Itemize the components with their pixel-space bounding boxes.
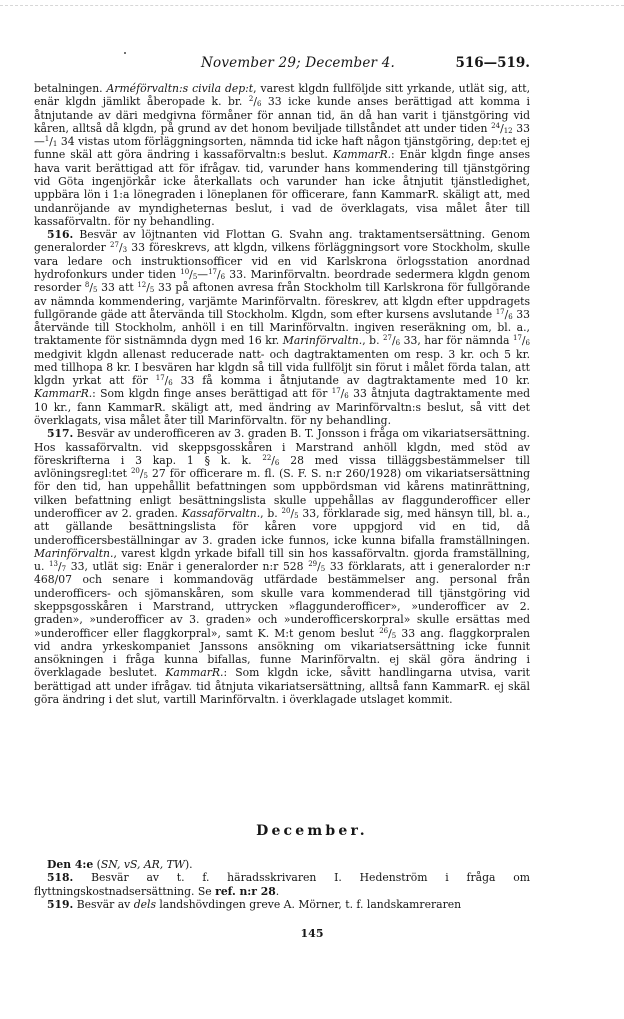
- paragraph: [34, 82, 530, 228]
- text-run: /: [89, 281, 93, 295]
- italic-run: Marinförvaltn.: [282, 334, 363, 348]
- fraction-part: 6: [344, 392, 349, 401]
- text-run: /: [340, 387, 345, 401]
- fraction-part: 6: [220, 272, 226, 281]
- bold-run: 518.: [47, 871, 74, 885]
- text-run: 33—: [34, 121, 530, 149]
- italic-run: Marinförvaltn.: [34, 546, 114, 560]
- fraction-part: 6: [274, 458, 280, 467]
- bold-run: Den 4:e: [47, 858, 94, 871]
- text-run: , varest klgdn yrkade bifall till sin hos kassaförvaltn. gjorda framställning, u.: [34, 546, 530, 574]
- fraction-part: 6: [525, 339, 531, 348]
- italic-run: KammarR.: [332, 148, 392, 162]
- text-run: /: [253, 95, 257, 109]
- fraction-part: 5: [294, 512, 299, 520]
- fraction-part: 5: [320, 565, 326, 574]
- text-run: : Som klgdn finge anses berättigad att för: [92, 387, 332, 401]
- text-run: ).: [184, 858, 193, 871]
- italic-run: SN, vS, AR, TW: [100, 858, 185, 871]
- fraction-part: 7: [61, 565, 67, 574]
- paragraph: [34, 228, 530, 427]
- bold-run: 516.: [47, 228, 74, 242]
- text-run: (: [93, 858, 101, 871]
- text-run: , b.: [362, 334, 384, 348]
- text-run: medgivit klgdn allenast reducerade natt- och dagtraktamenten om resp. 3 kr. och 5 kr. med tillhopa 8 kr. I besvären har klgdn så till vida fullföljt sin förut i målet förda talan, att klgdn yrkat att för: [34, 347, 530, 388]
- text-run: 33. Marinförvaltn. beordrade sedermera klgdn genom resorder: [34, 267, 530, 295]
- text-run: 33 förklarats, att i generalorder n:r 468/07 och senare i kommandoväg utfärdade bestämmelser ang. personal från underofficers- och sjömanskåren, som skulle vara kommenderad till tjänstgöring vid skeppsgosskåren i Marstrand, uttrycken »flaggunderofficer», »underofficer av 2. graden», »underofficer av 3. graden» och »underofficerskorpral» skulle ersättas med »underofficer eller flaggkorpral», samt K. M:t genom beslut: [34, 560, 530, 640]
- text-run: betalningen.: [34, 82, 107, 95]
- main-text: [34, 82, 530, 706]
- text-run: /: [521, 334, 526, 348]
- fraction-part: 12: [503, 126, 513, 135]
- fraction-part: 6: [256, 100, 262, 109]
- text-run: /: [271, 453, 275, 467]
- text-run: /: [317, 560, 321, 574]
- fraction-part: 1: [44, 135, 50, 144]
- fraction-part: 17: [512, 334, 522, 343]
- running-header-title: November 29; December 4.: [201, 55, 395, 71]
- text-run: Besvär av t. f. häradsskrivaren I. Hedenström i fråga om flyttningskostnadsersättning. Se: [34, 871, 530, 898]
- text-run: /: [217, 267, 221, 281]
- text-run: , b.: [260, 507, 282, 520]
- page-number: 145: [300, 927, 324, 940]
- fraction-part: 26: [379, 626, 389, 635]
- section-heading: December.: [256, 823, 368, 839]
- text-run: /: [504, 307, 509, 321]
- italic-run: KammarR.: [165, 666, 224, 680]
- fraction-part: 2: [248, 95, 254, 104]
- text-run: /: [146, 281, 150, 295]
- fraction-part: 17: [208, 267, 217, 276]
- scan-edge: [0, 5, 624, 6]
- text-run: 33, utlät sig: Enär i generalorder n:r 528: [66, 560, 309, 574]
- fraction-part: 12: [137, 281, 147, 290]
- italic-run: Kassaförvaltn.: [181, 507, 261, 520]
- fraction-part: 5: [143, 472, 148, 481]
- fraction-part: 20: [130, 467, 140, 476]
- text-run: /: [388, 626, 392, 640]
- text-run: /: [57, 560, 62, 574]
- text-run: : Som klgdn icke, såvitt handlingarna utvisa, varit berättigad att under ifrågav. tid åtnjuta vikariatsersättning, alltså fann KammarR. ej skäl göra ändring i det slut, vartill Marinförvaltn. i överklagade utslaget kommit.: [34, 666, 530, 706]
- fraction-part: 6: [508, 312, 513, 321]
- text-run: : Enär klgdn finge anses hava varit berättigad att för ifrågav. tid, varunder hans kommendering till tjänstgöring vid Göta ingenjörkår icke återkallats och varunder han icke åtnjutit tjänstledighet, uppbära lön i 1:a lönegraden i löneplanen för officerare, fann KammarR. skäligt att, med undanröjande av myndigheternas beslut, i vad de överklagats, visa målet åter till kassaförvaltn. för ny behandling.: [34, 148, 531, 228]
- fraction-part: 17: [495, 307, 505, 316]
- bold-run: ref. n:r 28: [215, 884, 276, 898]
- fraction-part: 27: [383, 334, 392, 343]
- text-run: landshövdingen greve A. Mörner, t. f. landskamreraren: [156, 897, 462, 911]
- text-run: /: [164, 374, 169, 388]
- fraction-part: 17: [331, 387, 341, 396]
- text-run: /: [391, 334, 396, 348]
- text-run: /: [500, 121, 504, 135]
- fraction-part: 5: [149, 286, 155, 295]
- fraction-part: 20: [281, 507, 291, 515]
- text-run: .: [275, 884, 280, 898]
- bold-run: 517.: [47, 427, 74, 441]
- fraction-part: 29: [308, 560, 318, 569]
- text-run: Besvär av: [73, 897, 134, 911]
- italic-run: dels: [133, 897, 156, 911]
- fraction-part: 6: [395, 339, 401, 348]
- text-run: 33 icke kunde anses berättigad att komma i åtnjutande av däri medgivna förmåner för annan tid, än då han varit i tjänstgöring vid kåren, alltså då klgdn, på grund av det honom beviljade tillståndet att under tiden: [34, 95, 530, 135]
- text-run: /: [139, 467, 144, 481]
- fraction-part: 10: [180, 267, 190, 276]
- text-run: 33, förklarade sig, med hänsyn till, bl. a., att gällande besättningslista för kåren vore uppgjord vid en tid, då underofficersbeställningar av 3. graden icke funnos, icke kunna bifalla framställningen.: [34, 507, 531, 547]
- text-run: 33 att: [97, 281, 138, 295]
- text-run: 33, har för nämnda: [400, 334, 513, 348]
- fraction-part: 6: [168, 379, 173, 388]
- fraction-part: 8: [84, 281, 90, 290]
- fraction-part: 27: [110, 241, 119, 250]
- text-run: 28 med vissa tilläggsbestämmelser till avlöningsregl:tet: [34, 453, 531, 481]
- text-run: 33 åtnjuta dagtraktamente med 10 kr., fann KammarR. skäligt att, med ändring av Marinförvaltn:s beslut, så vitt det överklagats, visa målet åter till Marinförvaltn. för ny behandling.: [34, 387, 531, 428]
- december-paragraph: [34, 858, 530, 871]
- italic-run: Arméförvaltn:s civila dep:t: [106, 82, 254, 95]
- text-run: 33 ang. flaggkorpralen vid andra yrkeskompaniet Janssons ansökning om vikariatsersättning icke funnit ansökningen i fråga kunna bifallas, funne Marinförvaltn. ej skäl göra ändring i överklagade beslutet.: [34, 626, 530, 680]
- italic-run: KammarR.: [34, 387, 93, 401]
- december-paragraph: [34, 871, 530, 898]
- text-run: /: [290, 507, 295, 520]
- text-run: 34 vistas utom förläggningsorten, nämnda tid icke haft någon tjänstgöring, dep:tet ej funne skäl att göra ändring i kassaförvaltn:s beslut.: [34, 135, 530, 162]
- text-run: /: [49, 135, 53, 149]
- scan-speck: [124, 52, 126, 54]
- fraction-part: 5: [391, 631, 397, 640]
- paragraph: [34, 427, 530, 706]
- running-header-numbers: 516—519.: [455, 55, 530, 71]
- text-run: 33 få komma i åtnjutande av dagtraktamente med 10 kr.: [172, 374, 530, 388]
- fraction-part: 5: [93, 286, 98, 295]
- fraction-part: 1: [52, 140, 58, 149]
- fraction-part: 22: [262, 453, 272, 462]
- text-run: Besvär av löjtnanten vid Flottan G. Svahn ang. traktamentsersättning. Genom generalorder: [34, 228, 530, 255]
- fraction-part: 17: [155, 374, 165, 383]
- fraction-part: 5: [192, 272, 198, 281]
- fraction-part: 3: [122, 246, 128, 255]
- fraction-part: 24: [491, 121, 501, 130]
- text-run: , varest klgdn fullföljde sitt yrkande, utlät sig, att, enär klgdn jämlikt åberopade k. br.: [34, 82, 530, 109]
- december-paragraph: [34, 898, 530, 911]
- text-run: 33 på aftonen avresa från Stockholm till Karlskrona för fullgörande av nämnda kommendering, varjämte Marinförvaltn. föreskrev, att klgdn efter uppdragets fullgörande gäde att återvända till Stockholm. Klgdn, som efter kursens avslutande: [34, 281, 530, 321]
- text-run: /: [118, 241, 123, 255]
- text-run: 33 föreskrevs, att klgdn, vilkens förläggningsort vore Stockholm, skulle vara ledare och instruktionsofficer vid en vid Karlskrona örlogsstation anordnad hydrofonkurs under tiden: [34, 241, 530, 281]
- text-run: /: [189, 267, 193, 281]
- text-run: 33 återvände till Stockholm, anhöll i en till Marinförvaltn. ingiven reseräkning om, bl. a., traktamente för sistnämnda dygn med 16 kr.: [34, 307, 530, 348]
- fraction-part: 13: [49, 560, 58, 569]
- text-run: —: [197, 267, 209, 281]
- december-text: [34, 858, 530, 911]
- text-run: Besvär av underofficeren av 3. graden B. T. Jonsson i fråga om vikariatsersättning. Hos kassaförvaltn. vid skeppsgosskåren i Marstrand anhöll klgdn, med stöd av föreskrifterna i 3 kap. 1 § k. k.: [34, 427, 530, 467]
- text-run: 27 för officerare m. fl. (S. F. S. n:r 260/1928) om vikariatsersättning för den tid, han uppehållit befattningen som uppbördsman vid kårens matinrättning, vilken befattning enligt besättningslista skulle uppehållas av flaggunderofficer eller underofficer av 2. graden.: [34, 467, 530, 520]
- bold-run: 519.: [47, 897, 74, 911]
